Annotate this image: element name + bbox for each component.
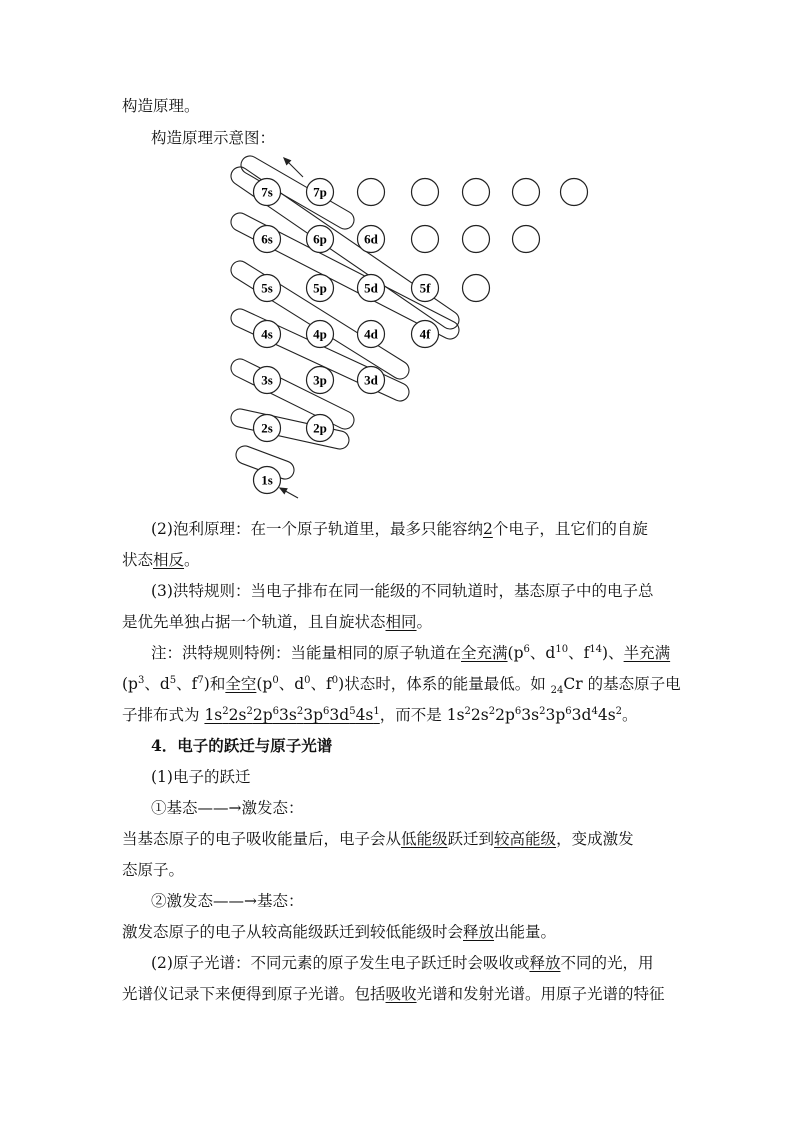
note-text: 、d [529, 644, 556, 662]
hund-text-1: (3)洪特规则：当电子排布在同一能级的不同轨道时，基态原子中的电子总 [151, 582, 654, 600]
section-4-heading [151, 735, 332, 757]
orbital-empty [463, 179, 490, 206]
electron-count: 2 [464, 705, 471, 717]
orbital-label: 3s [261, 372, 273, 388]
section-4-sub1 [151, 766, 250, 788]
hund-text-3: 。 [416, 613, 433, 631]
orbital-label: 2p [313, 420, 327, 436]
orbital-4p [307, 321, 334, 348]
underlined-low-level: 低能级 [401, 830, 448, 848]
orbital-7p [307, 179, 334, 206]
step-2-line-1 [122, 921, 556, 943]
orbital-circle [513, 179, 540, 206]
orbital-label: 2s [261, 420, 273, 436]
pauli-underlined: 相反 [153, 551, 185, 569]
body-text: 光谱仪记录下来便得到原子光谱。包括 [122, 985, 386, 1003]
orbital-empty [463, 275, 490, 302]
note-text: (p [122, 675, 138, 693]
step-1-title [151, 797, 304, 819]
pauli-text-4: 。 [184, 551, 200, 569]
orbital-label: 5s [261, 280, 273, 296]
underlined-release: 释放 [463, 923, 495, 941]
orbital-4d [358, 321, 385, 348]
step-2-text: ②激发态——→基态： [151, 892, 304, 910]
orbital-circle [463, 275, 490, 302]
orbital-empty [358, 179, 385, 206]
hund-line-2 [122, 611, 432, 633]
orbital-6p [307, 226, 334, 253]
orbital-term: 3s [521, 706, 540, 724]
pauli-text-1: (2)泡利原理：在一个原子轨道里，最多只能容纳 [151, 520, 483, 538]
orbital-term: 4s [597, 706, 616, 724]
note-text: 、d [278, 675, 305, 693]
electron-count: 2 [539, 705, 546, 717]
orbital-term: 3d [329, 706, 350, 724]
note-text: 、d [144, 675, 170, 693]
orbital-5s [254, 275, 281, 302]
note-text: 、f [310, 675, 332, 693]
electron-count: 4 [591, 705, 598, 717]
orbital-5p [307, 275, 334, 302]
orbital-empty [412, 226, 439, 253]
electron-count: 2 [246, 705, 253, 717]
electron-count: 2 [615, 705, 623, 717]
note-line-2 [122, 673, 681, 695]
orbital-circle [412, 226, 439, 253]
electron-count: 5 [349, 705, 356, 717]
filling-order-band [231, 359, 354, 429]
note-line-1 [151, 642, 670, 664]
body-text: 出能量。 [494, 923, 557, 941]
electron-count: 6 [514, 705, 522, 717]
pauli-text-2: 个电子，且它们的自旋 [492, 520, 648, 538]
orbital-empty [513, 226, 540, 253]
superscript: 0 [304, 674, 311, 686]
electron-count: 1 [373, 705, 380, 717]
body-text: 光谱和发射光谱。用原子光谱的特征 [416, 985, 665, 1003]
pauli-number: 2 [482, 520, 493, 538]
orbital-term: 3p [545, 706, 566, 724]
note-line-3 [122, 704, 638, 726]
step-2-title [151, 890, 304, 912]
orbital-6s [254, 226, 281, 253]
orbital-term: 2p [495, 706, 515, 724]
orbital-circle [463, 226, 490, 253]
section-heading-text: 4．电子的跃迁与原子光谱 [151, 736, 333, 755]
orbital-7s [254, 179, 281, 206]
intro-text-2: 构造原理示意图： [151, 129, 276, 147]
superscript: 7 [197, 674, 204, 686]
body-text: 当基态原子的电子吸收能量后，电子会从 [122, 830, 402, 848]
cr-correct-configuration [204, 706, 379, 724]
superscript: 5 [169, 674, 177, 686]
body-text: (2)原子光谱：不同元素的原子发生电子跃迁时会吸收或 [151, 954, 530, 972]
note-text: 、f [176, 675, 198, 693]
step-1-line-2 [122, 859, 184, 881]
hund-text-2: 是优先单独占据一个轨道，且自旋状态 [122, 613, 386, 631]
orbital-label: 5d [364, 280, 378, 296]
electron-count: 6 [272, 705, 280, 717]
pauli-line-1 [151, 518, 648, 540]
body-text: 态原子。 [122, 861, 185, 879]
orbital-label: 5f [419, 280, 431, 296]
spectrum-line-1 [151, 952, 654, 974]
orbital-term: 2p [252, 706, 273, 724]
note-text: )和 [203, 675, 226, 693]
superscript: 6 [523, 643, 530, 655]
step-1-line-1 [122, 828, 634, 850]
aufbau-diagram [0, 0, 794, 510]
hund-underlined: 相同 [385, 613, 417, 631]
orbital-label: 4d [364, 326, 378, 342]
orbital-circle [561, 179, 588, 206]
orbital-label: 4f [419, 326, 431, 342]
note-text: 、f [568, 644, 590, 662]
note-underlined-full: 全充满 [461, 644, 508, 662]
electron-count: 2 [296, 705, 304, 717]
note-text: 子排布式为 [122, 706, 205, 724]
cr-wrong-configuration [447, 706, 622, 724]
orbital-4s [254, 321, 281, 348]
orbital-1s [254, 467, 281, 494]
body-text: 跃迁到 [447, 830, 495, 848]
orbital-label: 1s [261, 472, 273, 488]
pauli-text-3: 状态 [122, 551, 154, 569]
underlined-release: 释放 [529, 954, 561, 972]
orbital-3p [307, 367, 334, 394]
superscript: 10 [555, 643, 569, 655]
orbital-circle [412, 179, 439, 206]
orbital-term: 3p [303, 706, 324, 724]
orbital-term: 3d [571, 706, 592, 724]
orbital-label: 6p [313, 231, 327, 247]
orbital-5f [412, 275, 439, 302]
note-underlined-half: 半充满 [623, 644, 671, 662]
intro-text-1: 构造原理。 [122, 97, 200, 115]
note-text: ，而不是 [379, 706, 447, 724]
spectrum-line-2 [122, 983, 665, 1005]
orbital-term: 1s [204, 706, 223, 724]
electron-count: 6 [565, 705, 572, 717]
hund-line-1 [151, 580, 653, 602]
body-text: 激发态原子的电子从较高能级跃迁到较低能级时会 [122, 923, 464, 941]
orbital-circle [358, 179, 385, 206]
orbital-term: 1s [446, 706, 465, 724]
orbital-empty [513, 179, 540, 206]
orbital-term: 3s [279, 706, 297, 724]
orbital-term: 2s [228, 706, 247, 724]
orbital-5d [358, 275, 385, 302]
orbital-label: 3d [364, 372, 378, 388]
orbital-3d [358, 367, 385, 394]
orbital-label: 6d [364, 231, 378, 247]
orbital-label: 4p [313, 326, 327, 342]
orbital-label: 7p [313, 184, 327, 200]
orbital-2s [254, 415, 281, 442]
subscript: 24 [550, 685, 564, 697]
orbital-empty [561, 179, 588, 206]
underlined-absorb: 吸收 [385, 985, 417, 1003]
superscript: 3 [137, 674, 145, 686]
note-text: Cr 的基态原子电 [563, 675, 681, 693]
underlined-high-level: 较高能级 [494, 830, 557, 848]
orbital-term: 2s [470, 706, 489, 724]
pauli-line-2 [122, 549, 200, 571]
superscript: 14 [589, 643, 603, 655]
electron-count: 6 [323, 705, 330, 717]
orbital-term: 4s [355, 706, 374, 724]
orbital-label: 3p [313, 372, 327, 388]
start-arrow-head [280, 488, 287, 494]
superscript: 0 [272, 674, 279, 686]
superscript: 0 [331, 674, 339, 686]
note-text: 。 [622, 706, 638, 724]
orbital-empty [463, 226, 490, 253]
orbital-3s [254, 367, 281, 394]
note-text: (p [256, 675, 273, 693]
note-text: 注：洪特规则特例：当能量相同的原子轨道在 [151, 644, 462, 662]
body-text: 不同的光，用 [560, 954, 654, 972]
note-text: (p [507, 644, 524, 662]
subheading-text: (1)电子的跃迁 [151, 768, 251, 786]
orbital-4f [412, 321, 439, 348]
note-underlined-empty: 全空 [225, 675, 257, 693]
orbital-6d [358, 226, 385, 253]
electron-count: 2 [488, 705, 496, 717]
orbital-label: 6s [261, 231, 273, 247]
electron-count: 2 [222, 705, 229, 717]
note-text: )、 [602, 644, 624, 662]
orbital-circle [513, 226, 540, 253]
orbital-label: 4s [261, 326, 273, 342]
orbital-empty [412, 179, 439, 206]
orbital-label: 7s [261, 184, 273, 200]
step-1-text: ①基态——→激发态： [151, 799, 304, 817]
body-text: ，变成激发 [556, 830, 634, 848]
note-text: )状态时，体系的能量最低。如 [338, 675, 551, 693]
orbital-2p [307, 415, 334, 442]
orbital-circle [463, 179, 490, 206]
orbital-label: 5p [313, 280, 327, 296]
